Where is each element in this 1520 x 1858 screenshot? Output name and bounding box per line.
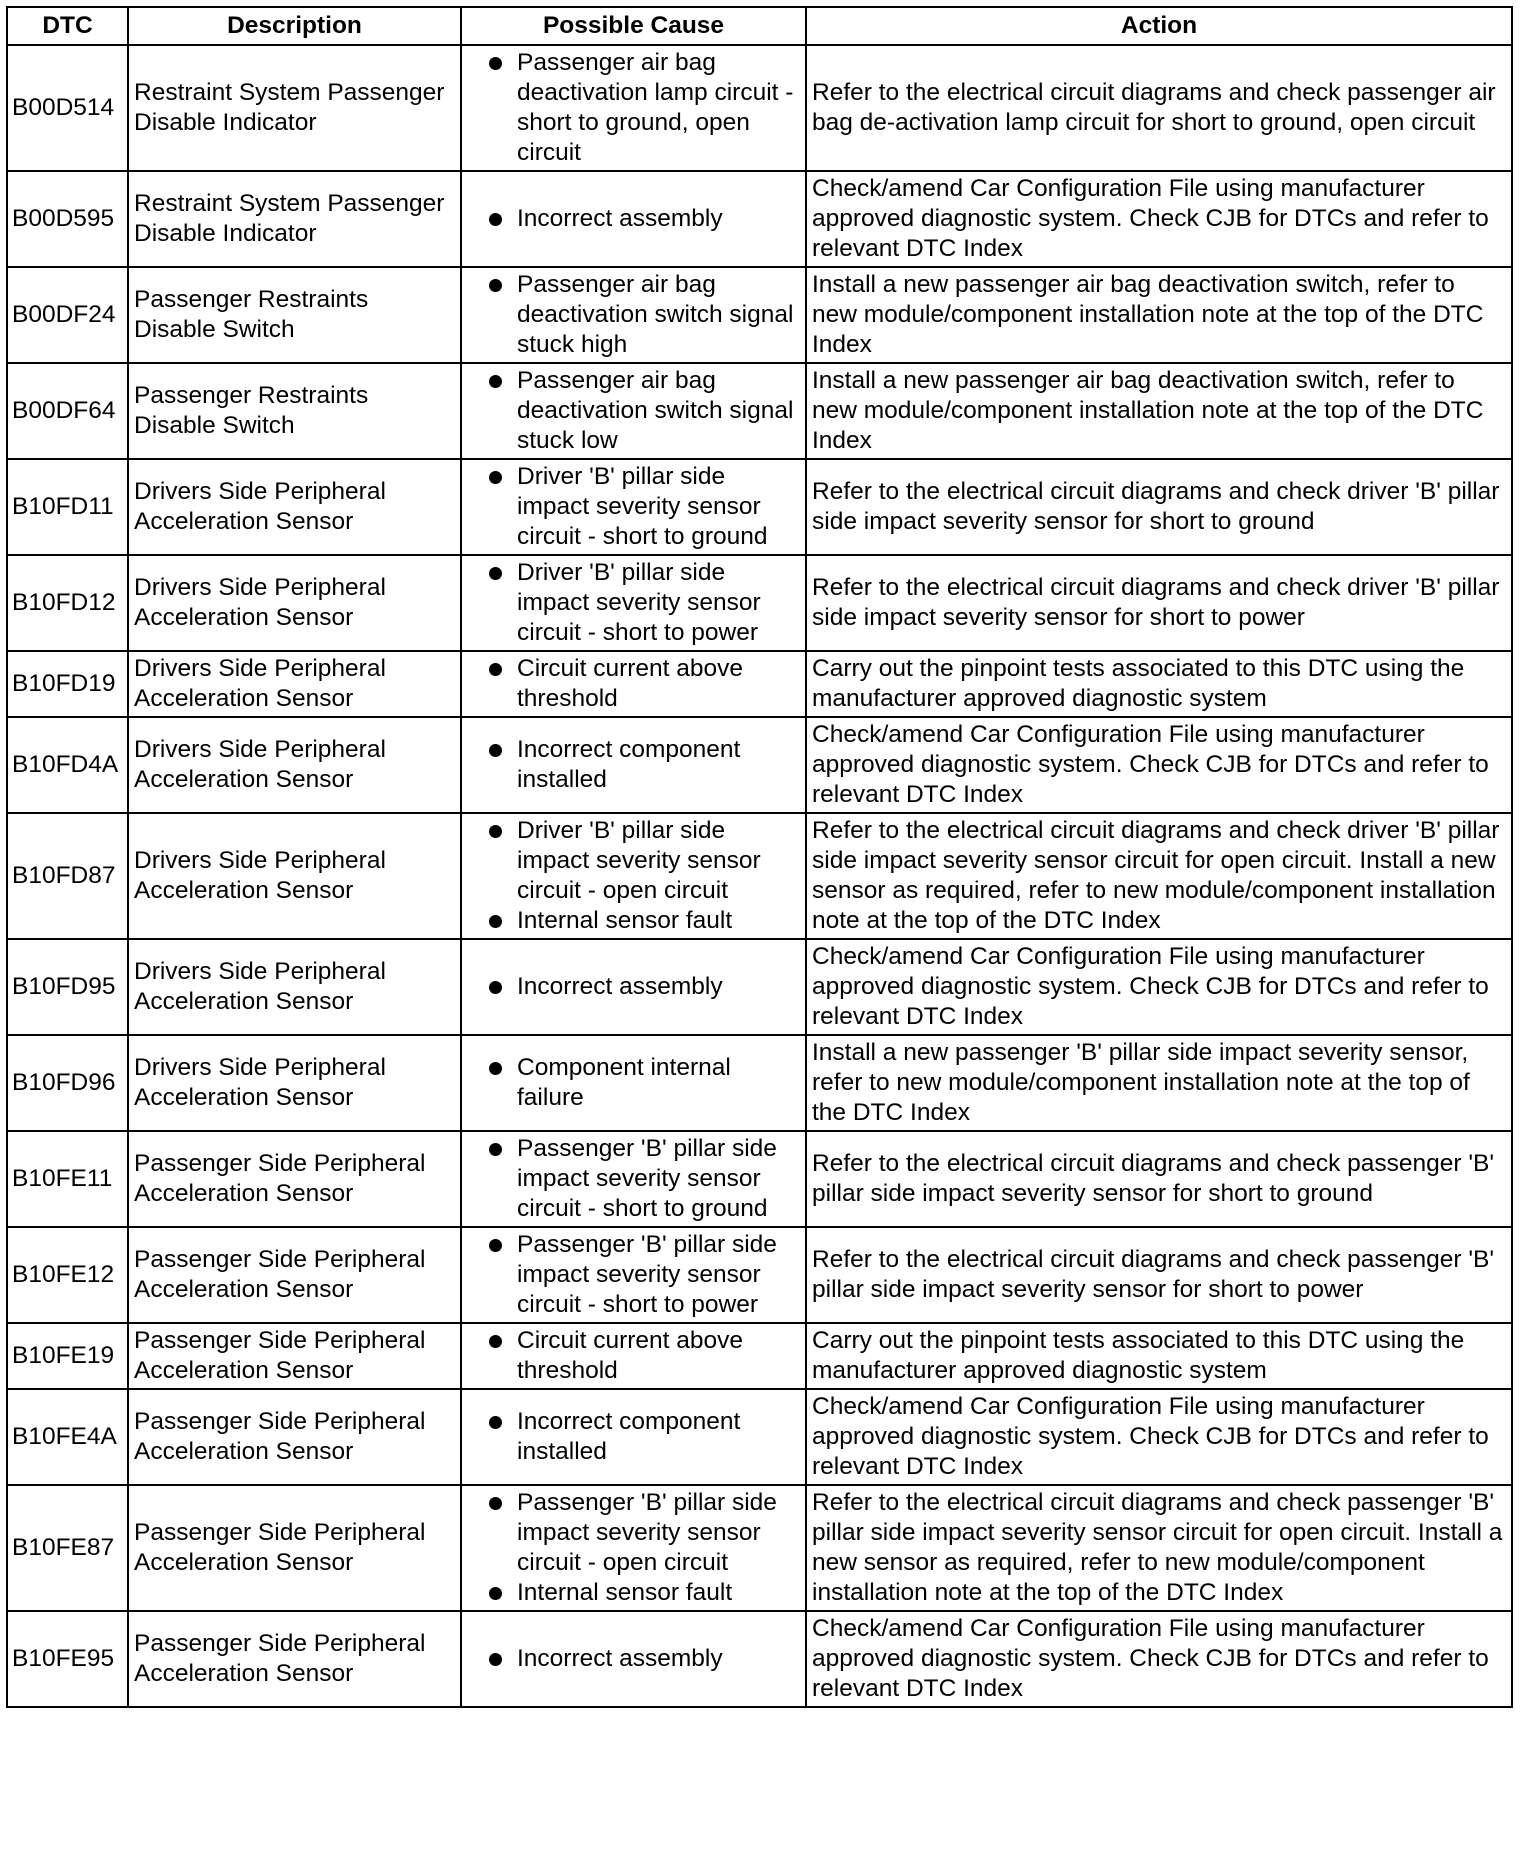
dtc-action: Install a new passenger air bag deactivation switch, refer to new module/component installation note at the top of the DTC Index xyxy=(806,267,1512,363)
dtc-code: B10FE12 xyxy=(7,1227,128,1323)
table-row xyxy=(7,717,1512,813)
possible-cause-list xyxy=(467,558,800,648)
dtc-action: Check/amend Car Configuration File using manufacturer approved diagnostic system. Check CJB for DTCs and refer to relevant DTC Index xyxy=(806,717,1512,813)
possible-cause-cell xyxy=(461,1389,806,1485)
possible-cause-list xyxy=(467,654,800,714)
table-row xyxy=(7,45,1512,171)
possible-cause-cell xyxy=(461,459,806,555)
table-row xyxy=(7,363,1512,459)
dtc-description: Restraint System Passenger Disable Indicator xyxy=(128,171,461,267)
dtc-action: Refer to the electrical circuit diagrams and check driver 'B' pillar side impact severity sensor for short to power xyxy=(806,555,1512,651)
possible-cause-item: Passenger air bag deactivation lamp circuit - short to ground, open circuit xyxy=(467,48,800,168)
dtc-code: B10FD12 xyxy=(7,555,128,651)
dtc-description: Drivers Side Peripheral Acceleration Sensor xyxy=(128,459,461,555)
table-row xyxy=(7,1323,1512,1389)
dtc-description: Drivers Side Peripheral Acceleration Sensor xyxy=(128,1035,461,1131)
dtc-code: B10FD95 xyxy=(7,939,128,1035)
possible-cause-item: Incorrect component installed xyxy=(467,1407,800,1467)
possible-cause-cell xyxy=(461,363,806,459)
possible-cause-cell xyxy=(461,939,806,1035)
dtc-description: Drivers Side Peripheral Acceleration Sensor xyxy=(128,651,461,717)
table-row xyxy=(7,1035,1512,1131)
dtc-code: B00D514 xyxy=(7,45,128,171)
dtc-table-container xyxy=(6,6,1511,1708)
dtc-description: Passenger Side Peripheral Acceleration Sensor xyxy=(128,1611,461,1707)
dtc-code: B10FE87 xyxy=(7,1485,128,1611)
possible-cause-item: Internal sensor fault xyxy=(467,906,800,936)
dtc-code: B10FE11 xyxy=(7,1131,128,1227)
dtc-action: Refer to the electrical circuit diagrams and check passenger 'B' pillar side impact severity sensor for short to power xyxy=(806,1227,1512,1323)
dtc-action: Install a new passenger 'B' pillar side impact severity sensor, refer to new module/component installation note at the top of the DTC Index xyxy=(806,1035,1512,1131)
dtc-code: B00DF24 xyxy=(7,267,128,363)
table-body xyxy=(7,45,1512,1707)
possible-cause-cell xyxy=(461,1323,806,1389)
dtc-description: Passenger Side Peripheral Acceleration Sensor xyxy=(128,1485,461,1611)
possible-cause-cell xyxy=(461,651,806,717)
possible-cause-cell xyxy=(461,555,806,651)
possible-cause-list xyxy=(467,48,800,168)
possible-cause-item: Driver 'B' pillar side impact severity sensor circuit - short to ground xyxy=(467,462,800,552)
table-row xyxy=(7,1227,1512,1323)
dtc-action: Carry out the pinpoint tests associated to this DTC using the manufacturer approved diagnostic system xyxy=(806,1323,1512,1389)
table-row xyxy=(7,459,1512,555)
dtc-description: Passenger Restraints Disable Switch xyxy=(128,267,461,363)
dtc-code: B10FD11 xyxy=(7,459,128,555)
possible-cause-cell xyxy=(461,1227,806,1323)
dtc-code: B00DF64 xyxy=(7,363,128,459)
dtc-action: Check/amend Car Configuration File using manufacturer approved diagnostic system. Check CJB for DTCs and refer to relevant DTC Index xyxy=(806,939,1512,1035)
possible-cause-cell xyxy=(461,1485,806,1611)
possible-cause-item: Incorrect component installed xyxy=(467,735,800,795)
dtc-table xyxy=(6,6,1513,1708)
dtc-code: B10FD19 xyxy=(7,651,128,717)
dtc-action: Check/amend Car Configuration File using manufacturer approved diagnostic system. Check CJB for DTCs and refer to relevant DTC Index xyxy=(806,171,1512,267)
table-row xyxy=(7,1131,1512,1227)
dtc-action: Install a new passenger air bag deactivation switch, refer to new module/component installation note at the top of the DTC Index xyxy=(806,363,1512,459)
dtc-action: Refer to the electrical circuit diagrams and check passenger air bag de-activation lamp circuit for short to ground, open circuit xyxy=(806,45,1512,171)
possible-cause-cell xyxy=(461,1611,806,1707)
possible-cause-list xyxy=(467,1326,800,1386)
possible-cause-list xyxy=(467,366,800,456)
dtc-description: Restraint System Passenger Disable Indicator xyxy=(128,45,461,171)
dtc-action: Carry out the pinpoint tests associated to this DTC using the manufacturer approved diagnostic system xyxy=(806,651,1512,717)
possible-cause-item: Incorrect assembly xyxy=(467,972,800,1002)
possible-cause-list xyxy=(467,1134,800,1224)
possible-cause-item: Driver 'B' pillar side impact severity sensor circuit - short to power xyxy=(467,558,800,648)
header-row xyxy=(7,7,1512,45)
possible-cause-item: Circuit current above threshold xyxy=(467,654,800,714)
possible-cause-item: Passenger 'B' pillar side impact severity sensor circuit - short to ground xyxy=(467,1134,800,1224)
dtc-description: Passenger Side Peripheral Acceleration Sensor xyxy=(128,1389,461,1485)
table-row xyxy=(7,555,1512,651)
dtc-action: Check/amend Car Configuration File using manufacturer approved diagnostic system. Check CJB for DTCs and refer to relevant DTC Index xyxy=(806,1611,1512,1707)
possible-cause-list xyxy=(467,1230,800,1320)
table-row xyxy=(7,267,1512,363)
dtc-description: Drivers Side Peripheral Acceleration Sensor xyxy=(128,813,461,939)
dtc-description: Drivers Side Peripheral Acceleration Sensor xyxy=(128,717,461,813)
possible-cause-item: Passenger air bag deactivation switch signal stuck low xyxy=(467,366,800,456)
possible-cause-cell xyxy=(461,813,806,939)
possible-cause-list xyxy=(467,270,800,360)
table-row xyxy=(7,651,1512,717)
possible-cause-cell xyxy=(461,267,806,363)
dtc-action: Refer to the electrical circuit diagrams and check driver 'B' pillar side impact severity sensor circuit for open circuit. Install a new sensor as required, refer to new module/component installation note at the top of the DTC Index xyxy=(806,813,1512,939)
header-dtc: DTC xyxy=(7,7,128,45)
possible-cause-list xyxy=(467,972,800,1002)
possible-cause-list xyxy=(467,735,800,795)
dtc-action: Refer to the electrical circuit diagrams and check passenger 'B' pillar side impact severity sensor circuit for open circuit. Install a new sensor as required, refer to new module/component installation note at the top of the DTC Index xyxy=(806,1485,1512,1611)
possible-cause-cell xyxy=(461,717,806,813)
table-row xyxy=(7,1485,1512,1611)
header-possible-cause: Possible Cause xyxy=(461,7,806,45)
table-row xyxy=(7,1389,1512,1485)
header-description: Description xyxy=(128,7,461,45)
table-row xyxy=(7,1611,1512,1707)
dtc-action: Refer to the electrical circuit diagrams and check passenger 'B' pillar side impact severity sensor for short to ground xyxy=(806,1131,1512,1227)
possible-cause-item: Incorrect assembly xyxy=(467,204,800,234)
table-row xyxy=(7,171,1512,267)
dtc-code: B10FE19 xyxy=(7,1323,128,1389)
possible-cause-item: Passenger 'B' pillar side impact severity sensor circuit - short to power xyxy=(467,1230,800,1320)
dtc-code: B10FD4A xyxy=(7,717,128,813)
dtc-code: B10FD87 xyxy=(7,813,128,939)
possible-cause-list xyxy=(467,204,800,234)
dtc-action: Refer to the electrical circuit diagrams and check driver 'B' pillar side impact severity sensor for short to ground xyxy=(806,459,1512,555)
possible-cause-cell xyxy=(461,1035,806,1131)
possible-cause-item: Incorrect assembly xyxy=(467,1644,800,1674)
possible-cause-list xyxy=(467,1488,800,1608)
header-action: Action xyxy=(806,7,1512,45)
dtc-description: Passenger Restraints Disable Switch xyxy=(128,363,461,459)
dtc-description: Passenger Side Peripheral Acceleration Sensor xyxy=(128,1131,461,1227)
possible-cause-list xyxy=(467,1407,800,1467)
possible-cause-item: Passenger 'B' pillar side impact severity sensor circuit - open circuit xyxy=(467,1488,800,1578)
dtc-description: Passenger Side Peripheral Acceleration Sensor xyxy=(128,1323,461,1389)
possible-cause-item: Driver 'B' pillar side impact severity sensor circuit - open circuit xyxy=(467,816,800,906)
dtc-action: Check/amend Car Configuration File using manufacturer approved diagnostic system. Check CJB for DTCs and refer to relevant DTC Index xyxy=(806,1389,1512,1485)
table-row xyxy=(7,813,1512,939)
possible-cause-list xyxy=(467,462,800,552)
possible-cause-item: Component internal failure xyxy=(467,1053,800,1113)
possible-cause-list xyxy=(467,1053,800,1113)
possible-cause-item: Circuit current above threshold xyxy=(467,1326,800,1386)
dtc-description: Drivers Side Peripheral Acceleration Sensor xyxy=(128,555,461,651)
dtc-code: B00D595 xyxy=(7,171,128,267)
possible-cause-cell xyxy=(461,1131,806,1227)
dtc-code: B10FE95 xyxy=(7,1611,128,1707)
table-row xyxy=(7,939,1512,1035)
dtc-description: Drivers Side Peripheral Acceleration Sensor xyxy=(128,939,461,1035)
dtc-code: B10FE4A xyxy=(7,1389,128,1485)
dtc-description: Passenger Side Peripheral Acceleration Sensor xyxy=(128,1227,461,1323)
possible-cause-item: Passenger air bag deactivation switch signal stuck high xyxy=(467,270,800,360)
possible-cause-cell xyxy=(461,171,806,267)
possible-cause-cell xyxy=(461,45,806,171)
possible-cause-item: Internal sensor fault xyxy=(467,1578,800,1608)
possible-cause-list xyxy=(467,816,800,936)
dtc-code: B10FD96 xyxy=(7,1035,128,1131)
possible-cause-list xyxy=(467,1644,800,1674)
